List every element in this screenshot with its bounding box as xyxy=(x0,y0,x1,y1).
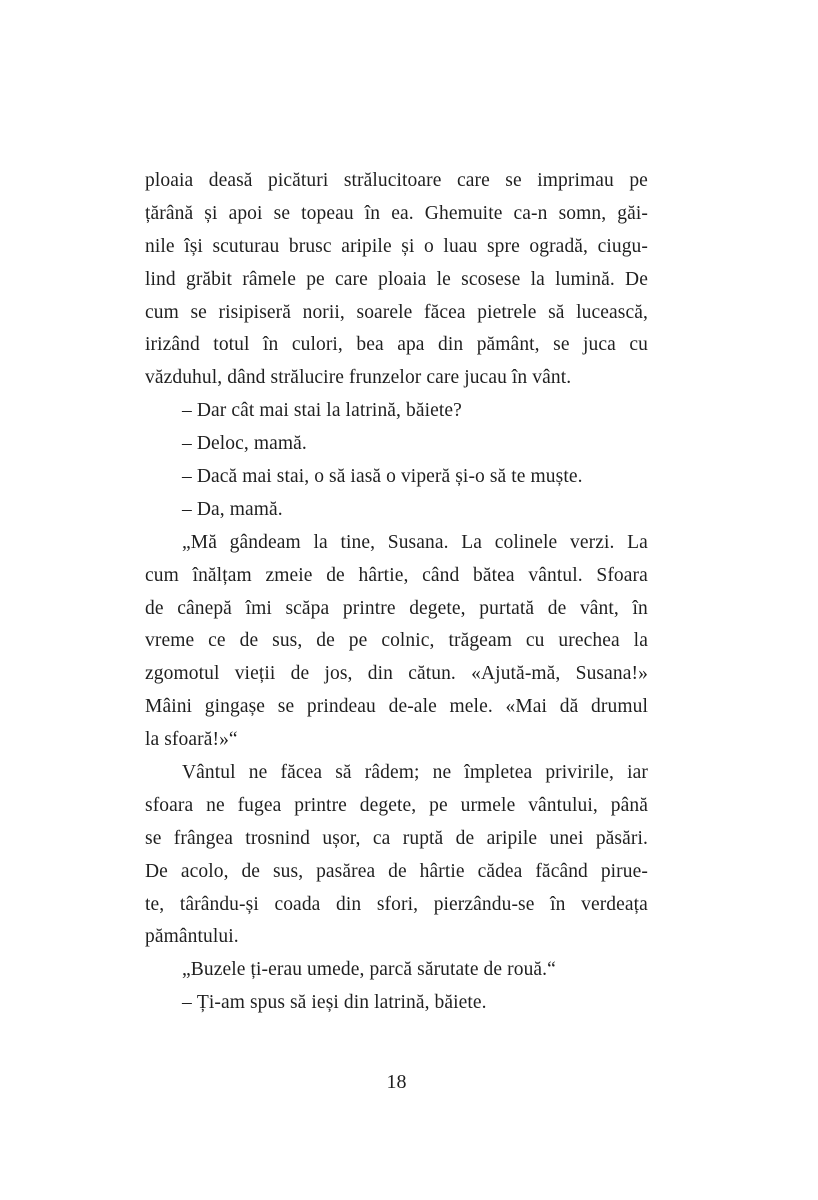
text-line: „Mă gândeam la tine, Susana. La colinele verzi. La xyxy=(182,531,648,553)
text-line: Mâini gingașe se prindeau de-ale mele. «Mai dă drumul xyxy=(145,696,648,718)
text-line: ploaia deasă picături strălucitoare care se imprimau pe xyxy=(145,170,648,191)
text-line: cum se risipiseră norii, soarele făcea pietrele să lucească, xyxy=(145,301,648,323)
text-line: te, târându-și coada din sfori, pierzându-se în verdeața xyxy=(145,893,648,915)
text-line: la sfoară!»“ xyxy=(145,729,238,751)
dialogue-line: – Dar cât mai stai la latrină, băiete? xyxy=(182,400,462,422)
page-text xyxy=(145,165,648,1020)
text-line: țărână și apoi se topeau în ea. Ghemuite ca-n somn, găi- xyxy=(145,202,648,224)
text-line: „Buzele ți-erau umede, parcă sărutate de rouă.“ xyxy=(182,959,556,981)
text-line: irizând totul în culori, bea apa din pământ, se juca cu xyxy=(145,334,648,356)
text-line: lind grăbit râmele pe care ploaia le scosese la lumină. De xyxy=(145,268,648,290)
text-line: De acolo, de sus, pasărea de hârtie cădea făcând pirue- xyxy=(145,860,648,882)
text-line: pământului. xyxy=(145,926,239,948)
text-line: sfoara ne fugea printre degete, pe urmele vântului, până xyxy=(145,794,648,816)
text-line: de cânepă îmi scăpa printre degete, purtată de vânt, în xyxy=(145,597,648,619)
text-line: Vântul ne făcea să râdem; ne împletea privirile, iar xyxy=(182,762,648,784)
dialogue-line: – Deloc, mamă. xyxy=(182,433,307,455)
text-line: se frângea trosnind ușor, ca ruptă de aripile unei păsări. xyxy=(145,827,648,849)
page-number: 18 xyxy=(386,1071,407,1093)
text-line: cum înălțam zmeie de hârtie, când bătea vântul. Sfoara xyxy=(145,564,648,586)
text-line: văzduhul, dând strălucire frunzelor care jucau în vânt. xyxy=(145,367,572,389)
dialogue-line: – Dacă mai stai, o să iasă o viperă și-o să te muște. xyxy=(182,466,583,488)
text-line: nile își scuturau brusc aripile și o luau spre ogradă, ciugu- xyxy=(145,235,648,257)
text-line: vreme ce de sus, de pe colnic, trăgeam cu urechea la xyxy=(145,630,648,652)
text-line: zgomotul vieții de jos, din cătun. «Ajută-mă, Susana!» xyxy=(145,663,648,685)
dialogue-line: – Da, mamă. xyxy=(182,498,283,520)
dialogue-line: – Ți-am spus să ieși din latrină, băiete. xyxy=(182,992,487,1014)
